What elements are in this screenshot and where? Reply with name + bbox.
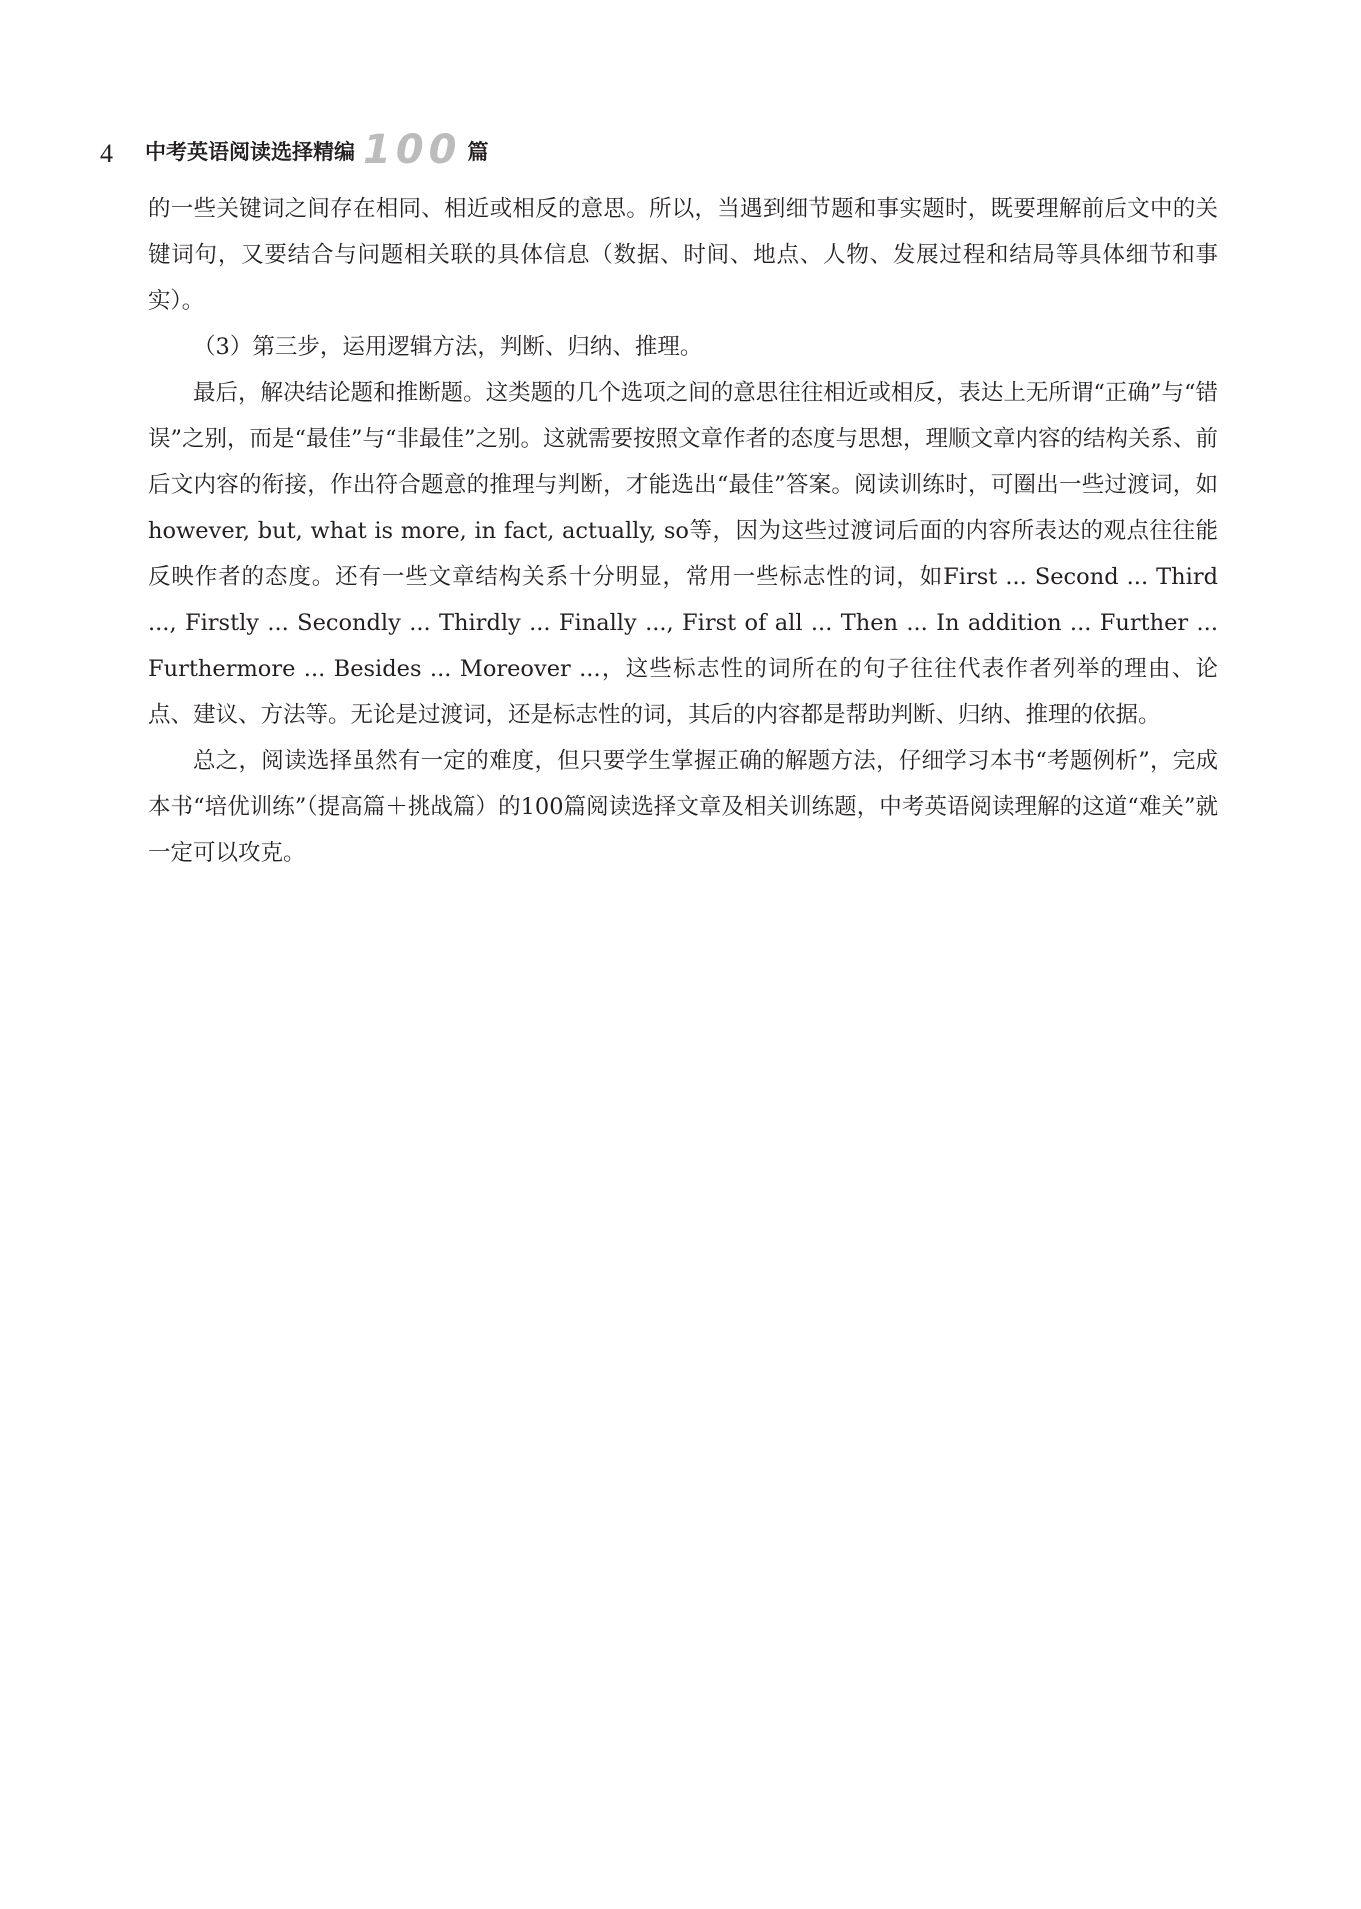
- body-text: [148, 186, 1218, 876]
- paragraph-summary: 总之，阅读选择虽然有一定的难度，但只要学生掌握正确的解题方法，仔细学习本书“考题例析”，完成本书“培优训练”（提高篇＋挑战篇）的100篇阅读选择文章及相关训练题，中考英语阅读理解的这道“难关”就一定可以攻克。: [148, 748, 1218, 866]
- book-title: 中考英语阅读选择精编: [145, 140, 355, 164]
- running-header: [100, 124, 489, 172]
- book-title-number: 100: [363, 127, 462, 173]
- page-number: 4: [100, 139, 113, 168]
- book-title-suffix: 篇: [467, 140, 489, 164]
- paragraph-step-three: （3）第三步，运用逻辑方法，判断、归纳、推理。: [193, 334, 703, 360]
- paragraph-continuation: 的一些关键词之间存在相同、相近或相反的意思。所以，当遇到细节题和事实题时，既要理解前后文中的关键词句，又要结合与问题相关联的具体信息（数据、时间、地点、人物、发展过程和结局等具体细节和事实）。: [148, 196, 1218, 314]
- paragraph-conclusion-questions: 最后，解决结论题和推断题。这类题的几个选项之间的意思往往相近或相反，表达上无所谓“正确”与“错误”之别，而是“最佳”与“非最佳”之别。这就需要按照文章作者的态度与思想，理顺文章内容的结构关系、前后文内容的衔接，作出符合题意的推理与判断，才能选出“最佳”答案。阅读训练时，可圈出一些过渡词，如however, but, what is more, in fact, actually, so等，因为这些过渡词后面的内容所表达的观点往往能反映作者的态度。还有一些文章结构关系十分明显，常用一些标志性的词，如First ... Second ... Third ..., Firstly ... Secondly ... Thirdly ... Finally ..., First of all ... Then ... In addition ... Further ... Furthermore ... Besides ... Moreover ...，这些标志性的词所在的句子往往代表作者列举的理由、论点、建议、方法等。无论是过渡词，还是标志性的词，其后的内容都是帮助判断、归纳、推理的依据。: [148, 380, 1219, 728]
